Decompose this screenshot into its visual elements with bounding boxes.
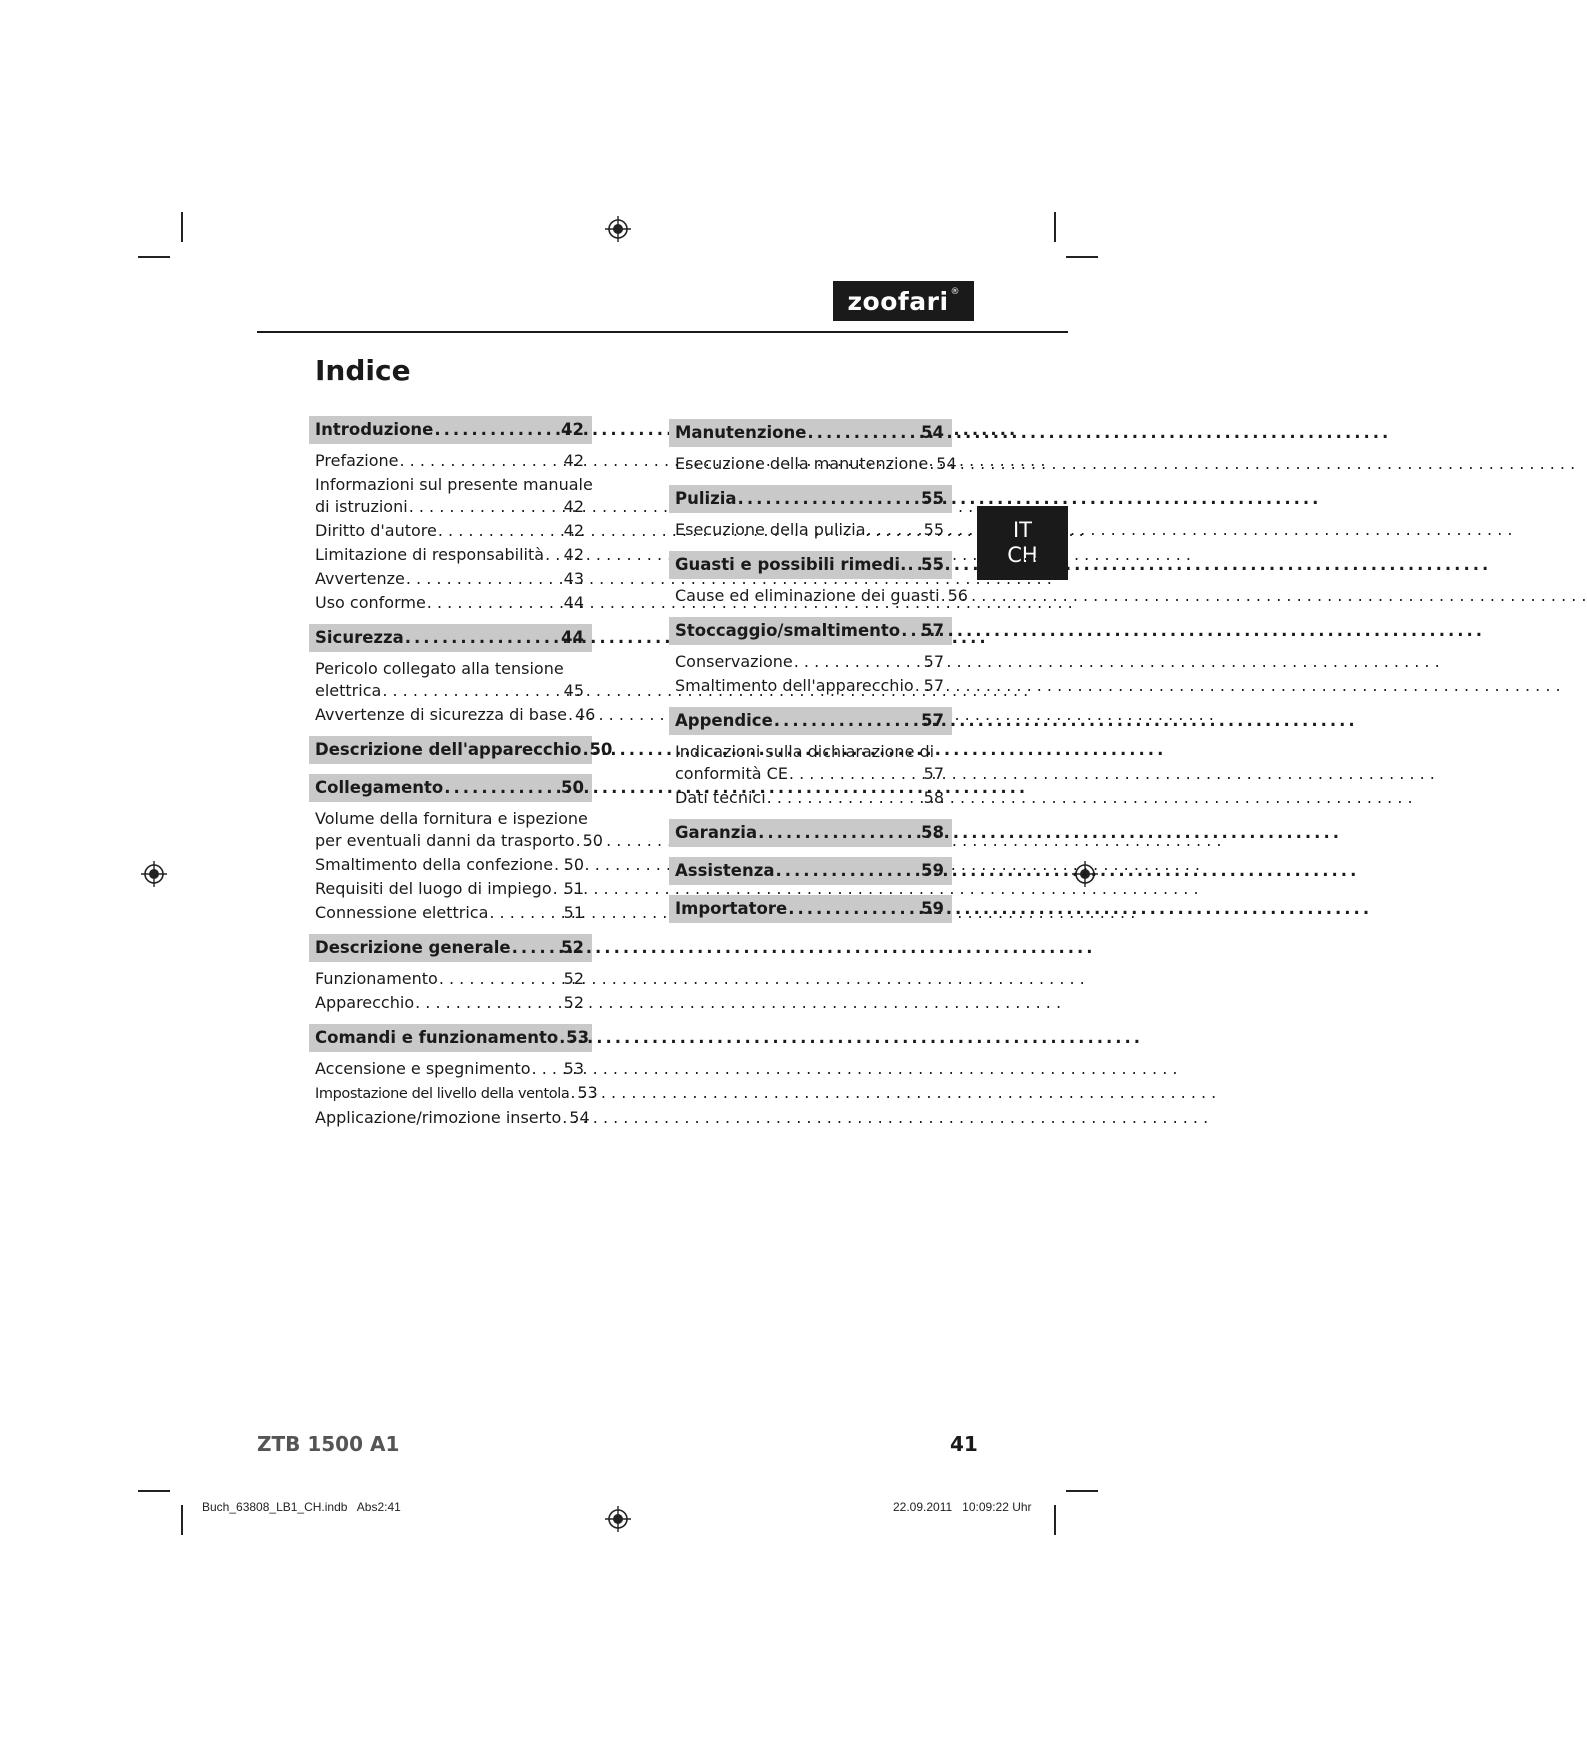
toc-entry[interactable] [315,704,596,726]
toc-entry-line2 [315,830,603,852]
toc-entry-label: Apparecchio [315,993,415,1012]
toc-section-page: 59 [921,899,944,918]
toc-section-title: Importatore [675,899,788,918]
toc-section-heading[interactable] [309,774,592,802]
toc-section-page: 54 [921,423,944,442]
toc-section-heading[interactable] [669,707,952,735]
toc-entry[interactable] [315,878,584,900]
brand-logo-text: zoofari [847,286,949,316]
page-title: Indice [315,354,411,387]
leader-dots [789,763,923,785]
language-tab-line1: IT [1012,518,1033,542]
toc-section-page: 57 [921,621,944,640]
toc-section-heading[interactable] [309,416,592,444]
toc-section-page: 53 [566,1028,590,1047]
leader-dots [512,937,560,959]
toc-entry-page: 51 [563,903,584,922]
leader-dots [570,1082,576,1104]
toc-entry[interactable] [315,992,584,1014]
page-number: 41 [950,1432,978,1456]
leader-dots [758,822,920,844]
toc-entry-page: 57 [923,652,944,671]
crop-mark [181,212,183,242]
toc-section-page: 59 [921,861,944,880]
toc-section-heading[interactable] [309,624,592,652]
toc-section-page: 57 [921,711,944,730]
leader-dots [489,902,562,924]
toc-section-page: 52 [561,938,584,957]
toc-section-title: Manutenzione [675,423,807,442]
leader-dots [409,496,563,518]
leader-dots [901,620,920,642]
crop-mark [138,256,170,258]
leader-dots [434,419,560,441]
toc-section-title: Descrizione generale [315,938,511,957]
toc-entry-page: 53 [563,1059,584,1078]
registration-mark-icon [141,861,167,887]
toc-entry-page: 58 [923,788,944,807]
brand-logo [833,281,974,321]
toc-section-title: Garanzia [675,823,758,842]
toc-entry-page: 44 [563,593,584,612]
toc-column-left [309,416,613,1139]
toc-entry-page: 43 [563,569,584,588]
toc-entry-line2 [675,763,944,785]
toc-entry[interactable] [315,808,603,852]
leader-dots [767,787,923,809]
toc-section-heading[interactable] [669,551,952,579]
toc-entry[interactable] [675,651,944,673]
crop-mark [138,1490,170,1492]
toc-section-page: 50 [561,778,584,797]
toc-entry-page: 53 [577,1083,598,1102]
toc-entry-page: 42 [563,545,584,564]
toc-section [669,895,952,923]
leader-dots [400,450,563,472]
toc-entry-page: 46 [574,705,596,724]
toc-section-title: Pulizia [675,489,737,508]
toc-section-heading[interactable] [669,819,952,847]
toc-entry[interactable] [315,520,584,542]
toc-section-title: Collegamento [315,778,444,797]
toc-section [669,551,968,607]
toc-section-title: Sicurezza [315,628,404,647]
toc-section-heading[interactable] [669,617,952,645]
toc-entries [309,802,603,924]
toc-section-page: 50 [589,740,613,759]
toc-section-heading[interactable] [309,1024,592,1052]
toc-section-page: 58 [921,823,944,842]
leader-dots [382,680,562,702]
toc-entry-label: Connessione elettrica [315,903,489,922]
leader-dots [532,1058,563,1080]
toc-entries [669,513,952,541]
toc-entry-line2 [315,496,584,518]
toc-entries [309,1052,598,1129]
toc-entry-label: Requisiti del luogo di impiego [315,879,552,898]
registration-mark-icon [605,216,631,242]
leader-dots [439,968,563,990]
leader-dots [915,675,923,697]
toc-section-heading[interactable] [309,934,592,962]
leader-dots [788,898,920,920]
toc-entry-page: 42 [563,451,584,470]
toc-entries [669,579,968,607]
leader-dots [438,520,563,542]
toc-section [669,617,952,697]
toc-section [669,485,952,541]
toc-entry-label: Dati tecnici [675,788,766,807]
toc-section-heading[interactable] [309,736,613,764]
leader-dots [444,777,560,799]
toc-entry-page: 56 [947,586,968,605]
toc-section [309,1024,598,1129]
crop-mark [1054,1505,1056,1535]
toc-entry-label: Accensione e spegnimento [315,1059,531,1078]
toc-entry-label: Limitazione di responsabilità [315,545,545,564]
language-tab-line2: CH [1007,543,1038,567]
toc-entry[interactable] [315,592,584,614]
print-slug-file: Buch_63808_LB1_CH.indb Abs2:41 [202,1500,401,1514]
leader-dots [774,710,920,732]
toc-entry-label: elettrica [315,681,382,700]
toc-section [669,707,952,809]
toc-entry-page: 50 [563,855,584,874]
toc-entry-label: Uso conforme [315,593,426,612]
toc-entries [669,645,952,697]
toc-section-heading[interactable] [669,857,952,885]
toc-entry-page: 52 [563,969,584,988]
toc-section [309,774,603,924]
toc-entry-label-line1: Volume della fornitura e ispezione [315,809,588,828]
leader-dots [406,568,563,590]
toc-entry[interactable] [315,1082,598,1105]
toc-column-right [669,419,968,933]
toc-entry-label: Smaltimento dell'apparecchio [675,676,914,695]
toc-entry[interactable] [315,968,584,990]
leader-dots [907,554,920,576]
toc-section-title: Descrizione dell'apparecchio [315,740,582,759]
leader-dots [559,1027,565,1049]
toc-entries [669,447,957,475]
toc-section [669,857,952,885]
toc-section-title: Guasti e possibili rimedi. [675,555,907,574]
leader-dots [794,651,923,673]
toc-section-page: 44 [561,628,584,647]
toc-entry-label: Funzionamento [315,969,438,988]
toc-section-page: 42 [561,420,584,439]
toc-section [309,624,596,726]
toc-section-title: Stoccaggio/smaltimento [675,621,901,640]
toc-entry-page: 42 [563,521,584,540]
toc-section [309,934,592,1014]
toc-section-title: Comandi e funzionamento [315,1028,559,1047]
toc-section-page: 55 [921,489,944,508]
toc-entry-label: Esecuzione della pulizia [675,520,866,539]
leader-dots [738,488,920,510]
toc-section [309,416,592,614]
toc-entry-label: Esecuzione della manutenzione [675,454,929,473]
crop-mark [1054,212,1056,242]
toc-entry-label: Avvertenze [315,569,405,588]
toc-section-heading[interactable] [669,419,952,447]
crop-mark [1066,256,1098,258]
leader-dots [562,1107,568,1129]
toc-entry-page: 52 [563,993,584,1012]
toc-entries [669,735,952,809]
toc-section-heading[interactable] [669,485,952,513]
leader-dots [582,739,588,761]
leader-dots [576,830,582,852]
toc-entry[interactable] [315,1107,590,1129]
toc-entry-label: Smaltimento della confezione [315,855,554,874]
toc-entry[interactable] [315,658,584,702]
toc-section-page: 55 [921,555,944,574]
registration-mark-icon [605,1506,631,1532]
toc-entries [309,962,592,1014]
toc-entry-label: Conservazione [675,652,793,671]
toc-entry-page: 57 [923,676,944,695]
toc-section [309,736,613,764]
toc-entry-label: Diritto d'autore [315,521,437,540]
toc-section-title: Assistenza [675,861,775,880]
leader-dots [553,878,563,900]
toc-entries [309,444,592,614]
toc-entry-page: 54 [569,1108,590,1127]
toc-entry-label-line1: Pericolo collegato alla tensione [315,659,564,678]
leader-dots [941,585,947,607]
toc-entry-page: 50 [582,831,603,850]
toc-entry-page: 42 [563,497,584,516]
toc-entry[interactable] [675,453,957,475]
toc-entry-label-line1: Informazioni sul presente manuale [315,475,593,494]
leader-dots [415,992,563,1014]
toc-entry-line2 [315,680,584,702]
toc-entry-label: conformità CE [675,764,788,783]
toc-entry-page: 54 [936,454,957,473]
toc-section-heading[interactable] [669,895,952,923]
toc-entry[interactable] [675,741,944,785]
toc-entry[interactable] [675,519,944,541]
toc-entry-page: 45 [563,681,584,700]
toc-entries [309,652,596,726]
model-number: ZTB 1500 A1 [257,1432,400,1456]
leader-dots [554,854,563,876]
leader-dots [867,519,923,541]
toc-entry-page: 55 [923,520,944,539]
leader-dots [545,544,563,566]
leader-dots [775,860,920,882]
toc-entry-label: Prefazione [315,451,399,470]
toc-entry[interactable] [315,568,584,590]
toc-entry[interactable] [675,585,968,607]
toc-section [669,419,957,475]
toc-entry-label: per eventuali danni da trasporto [315,831,575,850]
crop-mark [1066,1490,1098,1492]
toc-entry-label: di istruzioni [315,497,408,516]
toc-entry[interactable] [315,902,584,924]
header-rule [257,331,1068,333]
toc-entry-label: Impostazione del livello della ventola [315,1086,570,1102]
toc-entry[interactable] [675,787,944,809]
print-slug-date: 22.09.2011 10:09:22 Uhr [893,1500,1032,1514]
toc-entry-label: Applicazione/rimozione inserto [315,1108,562,1127]
toc-entry[interactable] [315,474,593,518]
leader-dots [427,592,563,614]
toc-entry[interactable] [315,854,584,876]
leader-dots [807,422,920,444]
toc-entry-label: Cause ed eliminazione dei guasti [675,586,940,605]
toc-entry-page: 57 [923,764,944,783]
toc-section-title: Introduzione [315,420,434,439]
registered-mark: ® [950,287,960,297]
toc-entry[interactable] [315,544,584,566]
toc-entry[interactable] [315,450,584,472]
toc-entry-label: Avvertenze di sicurezza di base [315,705,567,724]
toc-entry[interactable] [315,1058,584,1080]
leader-dots [405,627,560,649]
toc-entry-page: 51 [563,879,584,898]
crop-mark [181,1505,183,1535]
toc-entry-label-line1: Indicazioni sulla dichiarazione di [675,742,935,761]
toc-section-title: Appendice [675,711,773,730]
toc-section [669,819,952,847]
leader-dots [568,704,574,726]
toc-entry[interactable] [675,675,944,697]
leader-dots [929,453,935,475]
